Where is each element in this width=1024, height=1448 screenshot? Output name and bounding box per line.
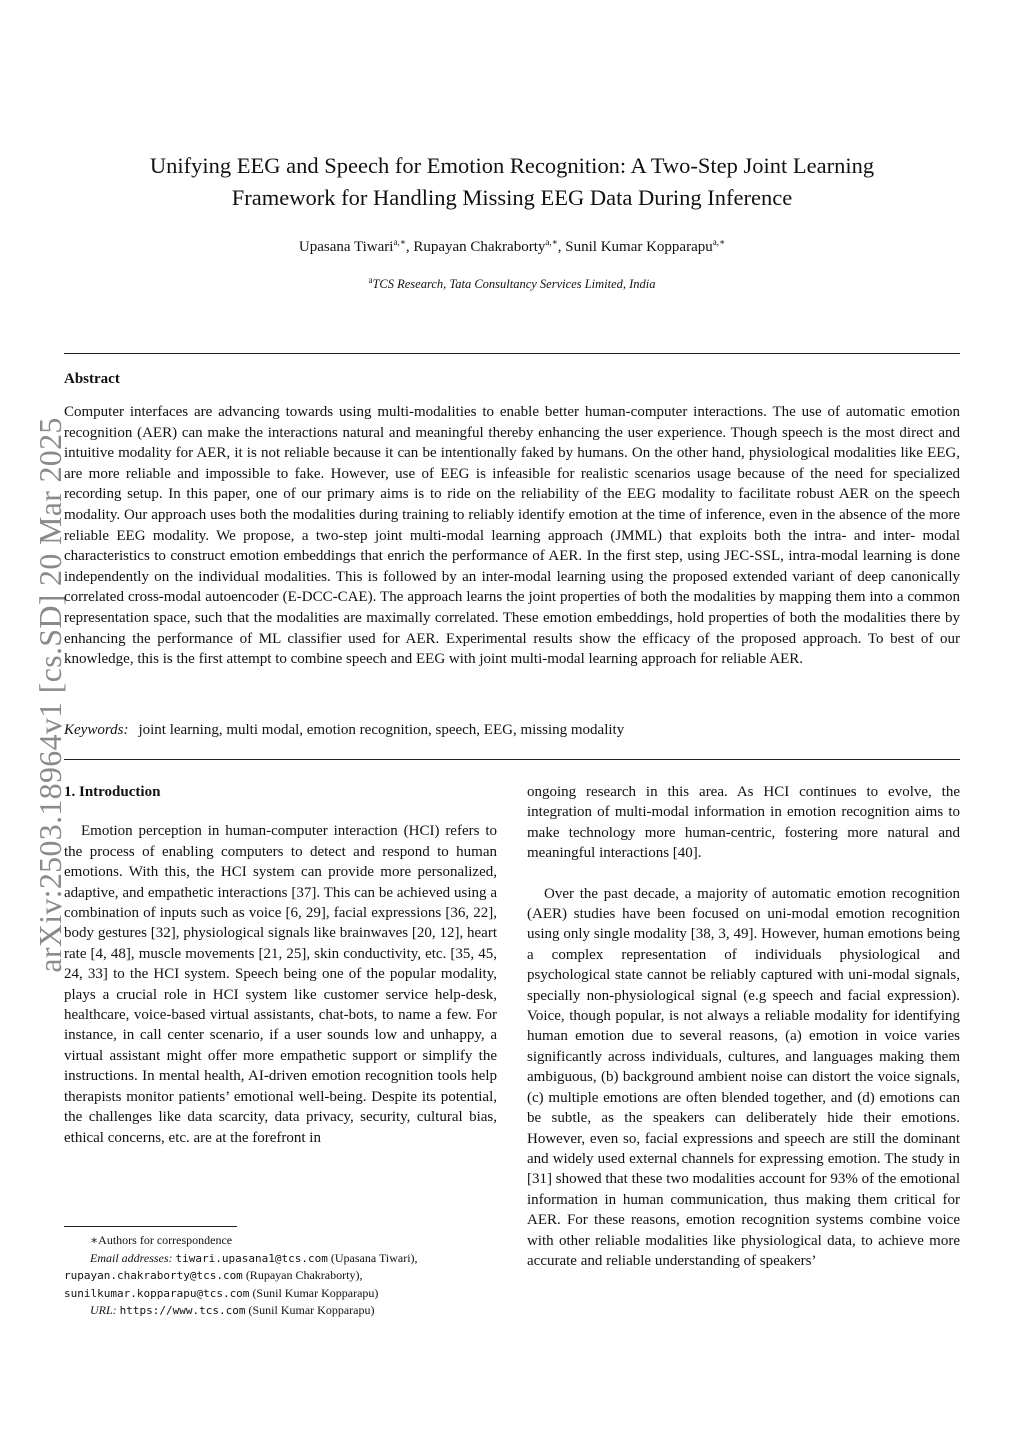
footnote-emails-3 [64, 1285, 497, 1303]
author-mark: a,∗ [545, 237, 558, 247]
author-list [64, 239, 960, 256]
footnote-url [64, 1302, 497, 1320]
intro-paragraph-1: Emotion perception in human-computer interaction (HCI) refers to the process of enabling computers to detect and respond to human emotions. With this, the HCI system can provide more personalized, adaptive, and empathetic interactions [37]. This can be achieved using a combination of inputs such as voice [6, 29], facial expressions [36, 22], body gestures [32], physiological signals like brainwaves [20, 12], heart rate [4, 48], muscle movements [21, 25], skin conductivity, etc. [35, 45, 24, 33] to the HCI system. Speech being one of the popular modality, plays a crucial role in HCI system like customer service help-desk, healthcare, voice-based virtual assistants, chat-bots, to name a few. For instance, in call center scenario, if a user sounds low and unhappy, a virtual assistant might offer more empathetic support or simplify the instructions. In mental health, AI-driven emotion recognition tools help therapists monitor patients’ emotional well-being. Despite its potential, the challenges like data scarcity, data privacy, security, cultural bias, ethical concerns, etc. are at the forefront in [64, 823, 497, 1146]
author-name: Sunil Kumar Kopparapu [565, 239, 713, 255]
author-name: Upasana Tiwari [298, 239, 394, 255]
footnote-emails [64, 1250, 497, 1268]
bottom-divider [64, 759, 960, 760]
left-column [64, 782, 497, 1148]
email-link[interactable]: sunilkumar.kopparapu@tcs.com [64, 1286, 250, 1300]
author-name: Rupayan Chakraborty [413, 239, 546, 255]
footnote-correspondence: ∗Authors for correspondence [90, 1233, 233, 1247]
affiliation [64, 277, 960, 292]
email-link[interactable]: rupayan.chakraborty@tcs.com [64, 1269, 243, 1283]
author-separator: , [405, 239, 414, 255]
arxiv-sidebar-id: arXiv:2503.18964v1 [cs.SD] 20 Mar 2025 [32, 417, 68, 973]
affiliation-text: TCS Research, Tata Consultancy Services Limited, India [372, 277, 656, 291]
url-label: URL: [90, 1303, 117, 1318]
footnote-emails-2 [64, 1267, 497, 1285]
email-link[interactable]: tiwari.upasana1@tcs.com [175, 1251, 328, 1265]
author-separator: , [557, 239, 566, 255]
author-mark: a,∗ [712, 237, 726, 247]
section-heading: 1. Introduction [64, 784, 161, 800]
affiliation-mark: a [368, 275, 373, 285]
abstract-heading: Abstract [64, 371, 120, 387]
keywords-label: Keywords: [64, 722, 129, 738]
top-divider [64, 353, 960, 354]
intro-paragraph-2: Over the past decade, a majority of automatic emotion recognition (AER) studies have been focused on uni-modal emotion recognition using only single modality [38, 3, 49]. However, human emotions being a complex representation of individuals physiological and psychological state cannot be reliably captured with uni-modal signals, specially non-physiological signal (e.g speech and facial expression). Voice, though popular, is not always a reliable modality for identifying human emotion due to several reasons, (a) emotion in voice varies significantly across individuals, cultures, and languages making them ambiguous, (b) background ambient noise can distort the voice signals, (c) multiple emotions are often blended together, and (d) emotions can be subtle, as the speakers can deliberately hide their emotions. However, even so, facial expressions and speech are still the dominant and widely used external channels for expressing emotion. The study in [31] showed that these two modalities account for 93% of the emotional information in human communication, thus making them critical for AER. For these reasons, emotion recognition systems combine voice with other reliable modalities like physiological data, to achieve more accurate and reliable understanding of speakers’ [527, 885, 960, 1269]
title-line-2: Framework for Handling Missing EEG Data During Inference [231, 185, 793, 210]
abstract-text: Computer interfaces are advancing towards using multi-modalities to enable better human-computer interactions. The use of automatic emotion recognition (AER) can make the interactions natural and meaningful thereby enhancing the user experience. Though speech is the most direct and intuitive modality for AER, it is not reliable because it can be intentionally faked by humans. On the other hand, physiological modalities like EEG, are more reliable and impossible to fake. However, use of EEG is infeasible for realistic scenarios usage because of the need for specialized recording setup. In this paper, one of our primary aims is to ride on the reliability of the EEG modality to facilitate robust AER on the speech modality. Our approach uses both the modalities during training to reliably identify emotion at the time of inference, even in the absence of the more reliable EEG modality. We propose, a two-step joint multi-modal learning approach (JMML) that exploits both the intra- and inter- modal characteristics to construct emotion embeddings that enrich the performance of AER. In the first step, using JEC-SSL, intra-modal learning is done independently on the individual modalities. This is followed by an inter-modal learning using the proposed extended variant of deep canonically correlated cross-modal autoencoder (E-DCC-CAE). The approach learns the joint properties of both the modalities by mapping them into a common representation space, such that the modalities are maximally correlated. These emotion embeddings, hold properties of both the modalities there by enhancing the performance of ML classifier used for AER. Experimental results show the efficacy of the proposed approach. To best of our knowledge, this is the first attempt to combine speech and EEG with joint multi-modal learning approach for reliable AER. [64, 404, 960, 668]
paper-title [64, 150, 960, 214]
intro-paragraph-continued: ongoing research in this area. As HCI continues to evolve, the integration of multi-modal information in emotion recognition aims to make technology more human-centric, fostering more natural and meaningful interactions [40]. [527, 784, 960, 862]
email-owner: (Rupayan Chakraborty), [245, 1268, 363, 1283]
title-line-1: Unifying EEG and Speech for Emotion Recognition: A Two-Step Joint Learning [149, 153, 875, 178]
right-column [527, 782, 960, 1271]
email-owner: (Upasana Tiwari), [330, 1250, 418, 1265]
url-owner: (Sunil Kumar Kopparapu) [248, 1303, 375, 1318]
email-owner: (Sunil Kumar Kopparapu) [252, 1285, 379, 1300]
keywords-text: joint learning, multi modal, emotion recognition, speech, EEG, missing modality [138, 722, 625, 738]
email-label: Email addresses: [90, 1250, 173, 1265]
footnote [64, 1232, 497, 1320]
footnote-divider [64, 1226, 237, 1227]
url-link[interactable]: https://www.tcs.com [119, 1304, 246, 1318]
author-mark: a,∗ [393, 237, 406, 247]
keywords-line [64, 722, 960, 739]
